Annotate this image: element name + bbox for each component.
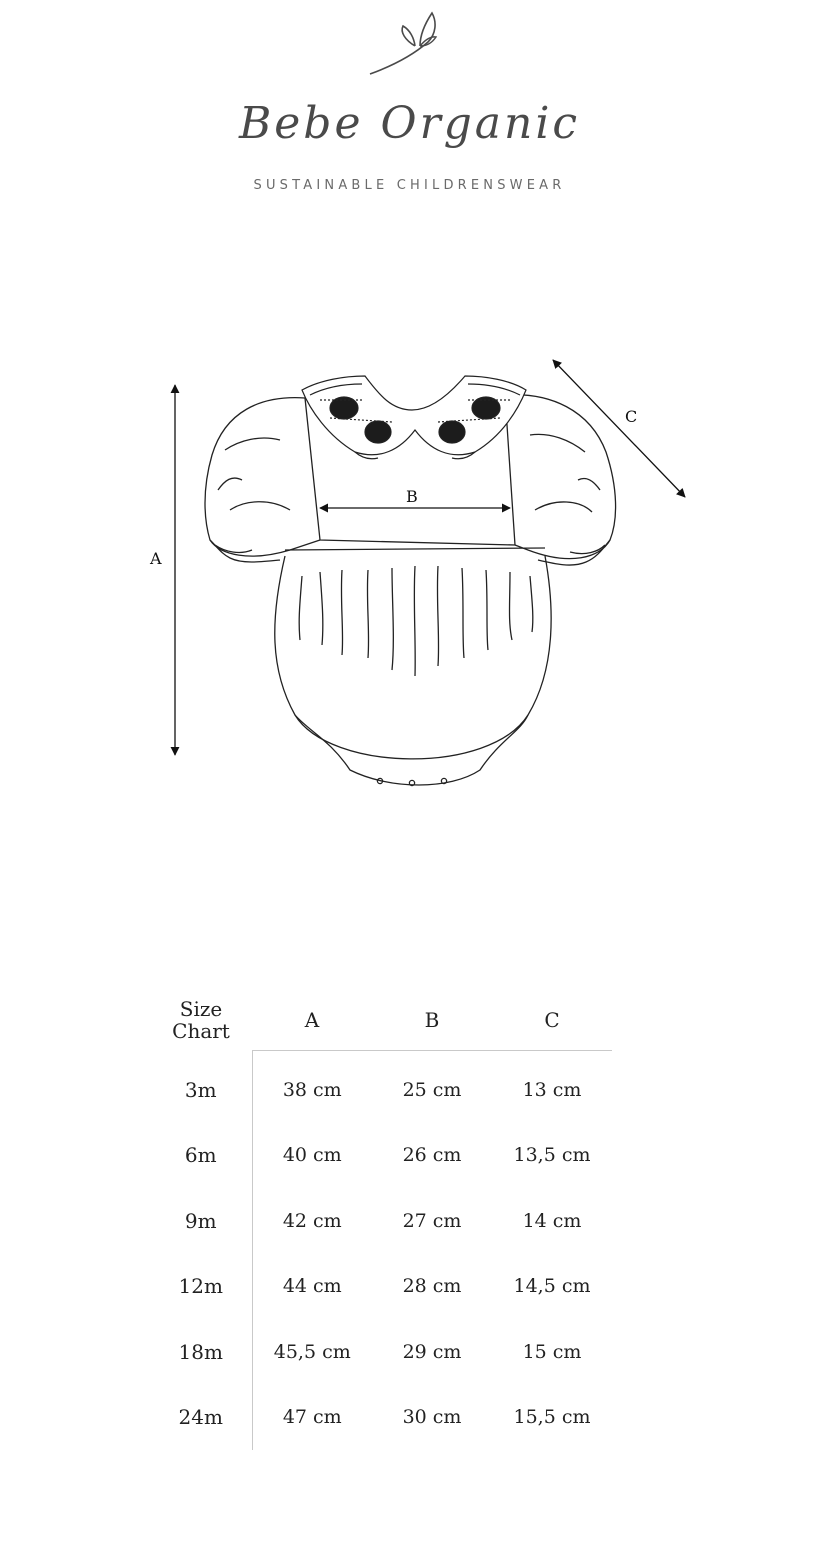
measure-a-cell: 40 cm <box>282 1144 342 1167</box>
size-cell: 18m <box>150 1319 252 1385</box>
table-row <box>150 1385 612 1451</box>
brand-name: Bebe Organic <box>238 98 581 149</box>
measure-a-cell: 47 cm <box>282 1406 342 1429</box>
table-row <box>150 1188 612 1254</box>
size-chart-title-line1: Size <box>179 997 223 1022</box>
size-cell: 6m <box>150 1123 252 1189</box>
measure-b-cell: 25 cm <box>402 1078 462 1101</box>
table-row <box>150 1123 612 1189</box>
romper-diagram <box>130 340 710 810</box>
size-chart <box>150 990 620 1450</box>
measure-c-cell: 14,5 cm <box>513 1275 591 1298</box>
measure-c-cell: 15,5 cm <box>513 1406 591 1429</box>
brand-logo <box>0 0 819 210</box>
size-chart-title <box>150 990 252 1051</box>
column-header-a: A <box>252 990 372 1051</box>
measure-c-label: C <box>625 407 638 426</box>
column-header-c: C <box>492 990 612 1051</box>
measure-b-cell: 29 cm <box>402 1340 462 1363</box>
measure-b-cell: 30 cm <box>402 1406 462 1429</box>
measure-a-cell: 44 cm <box>282 1275 342 1298</box>
leaf-sprig-icon <box>0 0 819 95</box>
romper-body <box>275 395 551 786</box>
measure-a-label: A <box>150 549 162 568</box>
column-header-b: B <box>372 990 492 1051</box>
measure-b-cell: 27 cm <box>402 1209 462 1232</box>
measure-c-cell: 13,5 cm <box>513 1144 591 1167</box>
size-chart-header-row <box>150 990 612 1051</box>
measure-c-cell: 15 cm <box>522 1340 582 1363</box>
size-cell: 9m <box>150 1188 252 1254</box>
table-row <box>150 1051 612 1123</box>
table-row <box>150 1254 612 1320</box>
brand-tagline: SUSTAINABLE CHILDRENSWEAR <box>253 178 566 193</box>
measure-b-cell: 26 cm <box>402 1144 462 1167</box>
size-cell: 3m <box>150 1051 252 1123</box>
measure-a-cell: 45,5 cm <box>273 1340 351 1363</box>
measure-c-cell: 14 cm <box>522 1209 582 1232</box>
measure-b-label: B <box>406 487 418 506</box>
right-sleeve <box>505 395 616 565</box>
measure-c-cell: 13 cm <box>522 1078 582 1101</box>
measure-c-arrow <box>553 360 685 497</box>
measure-a-cell: 42 cm <box>282 1209 342 1232</box>
left-sleeve <box>205 398 320 562</box>
size-chart-table <box>150 990 612 1450</box>
measure-a-cell: 38 cm <box>282 1078 342 1101</box>
size-chart-title-line2: Chart <box>172 1019 230 1044</box>
size-cell: 12m <box>150 1254 252 1320</box>
size-cell: 24m <box>150 1385 252 1451</box>
embroidered-collar <box>302 376 526 459</box>
measure-b-cell: 28 cm <box>402 1275 462 1298</box>
table-row <box>150 1319 612 1385</box>
